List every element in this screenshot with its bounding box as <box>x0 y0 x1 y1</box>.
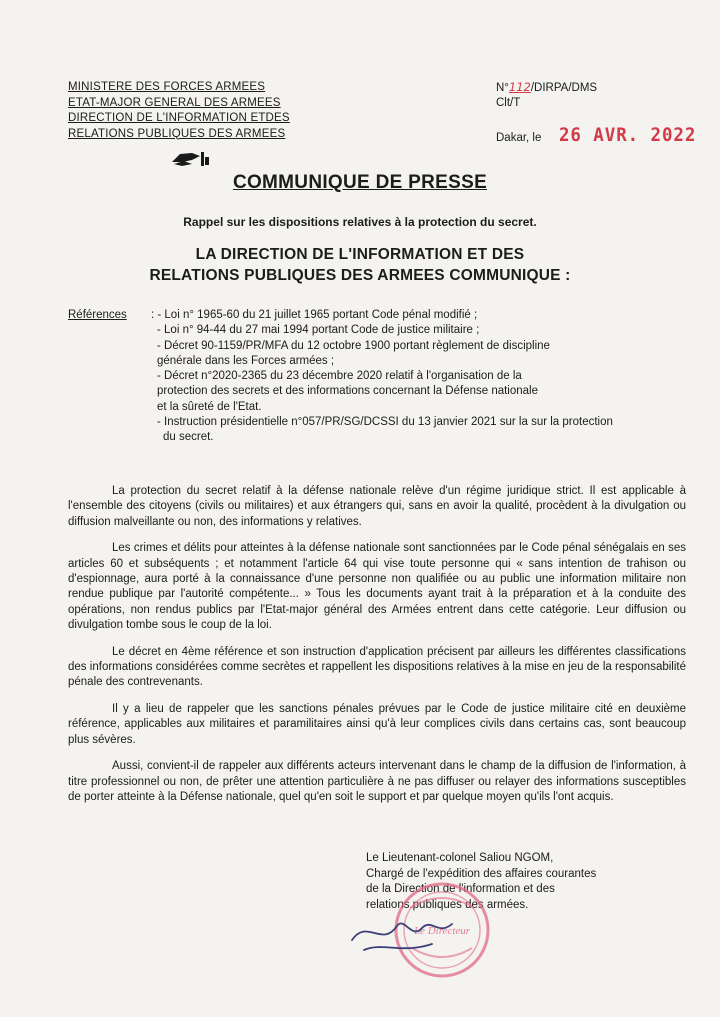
document-body <box>68 484 686 816</box>
ref-prefix: N° <box>496 82 509 94</box>
body-paragraph: Le décret en 4ème référence et son instruction d'application précisent par ailleurs les différentes classifications des informations considérées comme secrètes et rappellent les dispositions relatives à la mise en jeu de la responsabilité pénale des contrevenants. <box>68 645 686 689</box>
document-subtitle: Rappel sur les dispositions relatives à la protection du secret. <box>183 215 537 229</box>
reference-line: - Loi n° 94-44 du 27 mai 1994 portant Code de justice militaire ; <box>157 324 480 337</box>
ministry-line: DIRECTION DE L'INFORMATION ETDES <box>68 112 290 124</box>
reference-number <box>496 80 597 111</box>
document-title: COMMUNIQUE DE PRESSE <box>232 172 488 193</box>
ministry-line: RELATIONS PUBLIQUES DES ARMEES <box>68 127 286 140</box>
date-prefix: Dakar, le <box>496 132 542 144</box>
reference-line: - Décret n°2020-2365 du 23 décembre 2020 relatif à l'organisation de la <box>157 370 522 383</box>
reference-line: protection des secrets et des informations concernant la Défense nationale <box>157 385 538 398</box>
seal-text: Le Directeur <box>413 925 471 937</box>
signature-line: relations publiques des armées. <box>366 898 529 911</box>
signature-line: de la Direction de l'information et des <box>366 883 555 895</box>
body-paragraph: La protection du secret relatif à la défense nationale relève d'un régime juridique strict. Il est applicable à l'ensemble des citoyens (civils ou militaires) et aux étrangers qui, sans en avoir la qualité, procèdent à la divulgation ou diffusion malveillante ou non, des informations y relatives. <box>68 485 686 528</box>
official-seal-stamp <box>342 878 512 988</box>
reference-line: : - Loi n° 1965-60 du 21 juillet 1965 portant Code pénal modifié ; <box>151 309 478 321</box>
ref-suffix: /DIRPA/DMS <box>530 82 598 94</box>
heading-line: RELATIONS PUBLIQUES DES ARMEES COMMUNIQUE : <box>149 267 571 284</box>
ref-second-line: Clt/T <box>496 97 521 109</box>
reference-line: et la sûreté de l'Etat. <box>157 400 262 413</box>
ministry-header <box>68 80 290 142</box>
communique-heading <box>0 244 720 286</box>
body-paragraph: Aussi, convient-il de rappeler aux différents acteurs intervenant dans le champ de la diffusion de l'information, à titre professionnel ou non, de prêter une attention particulière à ne pas diffuser ou relayer des informations susceptibles de porter atteinte à la Défense nationale, quel qu'en soit le support et par quelque moyen qu'ils l'ont acquis. <box>68 760 686 803</box>
reference-line: - Instruction présidentielle n°057/PR/SG/DCSSI du 13 janvier 2021 sur la sur la protection <box>157 416 613 429</box>
heading-line: LA DIRECTION DE L'INFORMATION ET DES <box>195 246 525 263</box>
body-paragraph: Les crimes et délits pour atteintes à la défense nationale sont sanctionnées par le Code pénal sénégalais en ses articles 60 et subséquents ; et notamment l'article 64 qui vise toute personne qui « sans intention de trahison ou d'espionnage, aura porté à la connaissance d'une personne non qualifiée ou au public une information militaire non rendue publique par l'autorité compétente... » Tous les documents ayant trait à la préparation et à la conduite des opérations, non rendus publics par l'Etat-major général des Armées entrent dans cette catégorie. Leur diffusion ou divulgation tombe sous le coup de la loi. <box>68 542 686 632</box>
references-label: Références <box>68 309 127 321</box>
signature-line: Chargé de l'expédition des affaires courantes <box>366 867 597 880</box>
reference-line: générale dans les Forces armées ; <box>157 354 335 367</box>
references-list <box>151 308 691 446</box>
ministry-line: MINISTERE DES FORCES ARMEES <box>68 81 266 93</box>
flag-emblem-icon <box>170 148 212 170</box>
reference-line: du secret. <box>163 431 214 444</box>
reference-line: - Décret 90-1159/PR/MFA du 12 octobre 1900 portant règlement de discipline <box>157 339 550 352</box>
ref-number-handwritten: 112 <box>508 80 531 94</box>
signature-line: Le Lieutenant-colonel Saliou NGOM, <box>366 852 554 864</box>
date-stamp: 26 AVR. 2022 <box>559 124 697 146</box>
body-paragraph: Il y a lieu de rappeler que les sanctions pénales prévues par le Code de justice militaire cité en deuxième référence, applicables aux militaires et paramilitaires ainsi qu'à leur complices civils dans certains cas, sont beaucoup plus sévères. <box>68 702 686 746</box>
date-line <box>496 124 703 146</box>
ministry-line: ETAT-MAJOR GENERAL DES ARMEES <box>68 96 281 109</box>
